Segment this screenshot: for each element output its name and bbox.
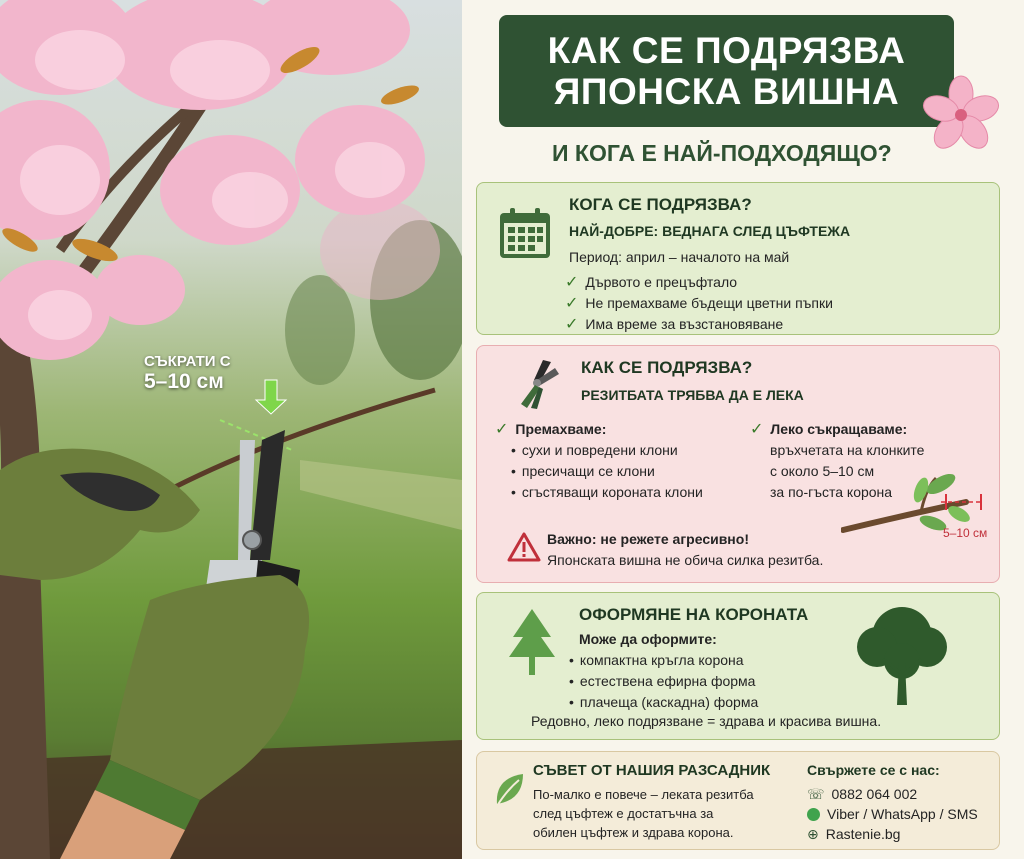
list-item: • сухи и повредени клони xyxy=(511,439,703,460)
how-subtitle: РЕЗИТБАТА ТРЯБВА ДА Е ЛЕКА xyxy=(581,387,804,403)
phone-link[interactable]: ☏ 0882 064 002 xyxy=(807,785,918,802)
globe-icon: ⊕ xyxy=(807,825,819,842)
check-icon: ✓ xyxy=(565,294,579,312)
check-icon: ✓ xyxy=(565,273,579,291)
warning-icon xyxy=(507,532,541,562)
pruning-shears-icon xyxy=(513,358,563,410)
cherry-pruning-photo xyxy=(0,0,462,859)
crown-subtitle: Може да оформите: xyxy=(579,631,717,647)
diagram-label: 5–10 см xyxy=(943,526,988,540)
list-item: • естествена ефирна форма xyxy=(569,670,758,691)
tree-icon xyxy=(507,607,557,677)
contact-title: Свържете се с нас: xyxy=(807,762,940,778)
shorten-line: с около 5–10 см xyxy=(770,462,875,479)
check-icon: ✓ xyxy=(750,420,764,438)
advice-card xyxy=(476,751,1000,850)
title-line1: КАК СЕ ПОДРЯЗВА xyxy=(547,29,906,71)
how-title: КАК СЕ ПОДРЯЗВА? xyxy=(581,358,753,377)
subtitle: И КОГА Е НАЙ-ПОДХОДЯЩО? xyxy=(552,140,892,166)
crown-title: ОФОРМЯНЕ НА КОРОНАТА xyxy=(579,605,809,624)
info-panel xyxy=(462,0,1024,859)
cut-label-line2: 5–10 см xyxy=(144,370,224,394)
calendar-icon xyxy=(497,205,553,261)
warning-text: Японската вишна не обича силка резитба. xyxy=(547,552,824,568)
crown-list xyxy=(569,649,758,712)
crown-card xyxy=(476,592,1000,740)
check-icon: ✓ xyxy=(495,420,509,438)
photo-illustration xyxy=(0,0,462,859)
website-link[interactable]: ⊕ Rastenie.bg xyxy=(807,825,901,842)
list-item: • плачеща (каскадна) форма xyxy=(569,691,758,712)
advice-title: СЪВЕТ ОТ НАШИЯ РАЗСАДНИК xyxy=(533,762,771,779)
shorten-line: за по-гъста корона xyxy=(770,483,893,500)
when-card xyxy=(476,182,1000,335)
warning-title: Важно: не режете агресивно! xyxy=(547,531,749,547)
crown-note: Редовно, леко подрязване = здрава и красива вишна. xyxy=(531,713,882,729)
advice-text: По-малко е повече – леката резитба след цъфтеж е достатъчна за обилен цъфтеж и здрава корона. xyxy=(533,787,754,840)
when-title: КОГА СЕ ПОДРЯЗВА? xyxy=(569,195,752,214)
when-period: Период: април – началото на май xyxy=(569,249,790,265)
remove-heading: ✓ Премахваме: xyxy=(495,420,607,438)
list-item: • пресичащи се клони xyxy=(511,460,703,481)
when-subtitle: НАЙ-ДОБРЕ: ВЕДНАГА СЛЕД ЦЪФТЕЖА xyxy=(569,223,851,239)
when-list xyxy=(565,271,833,334)
shorten-heading: ✓ Леко съкращаваме: xyxy=(750,420,908,438)
shorten-line: връхчетата на клонките xyxy=(770,441,925,458)
title-banner xyxy=(499,15,954,127)
how-card xyxy=(476,345,1000,583)
remove-column xyxy=(495,418,703,502)
cut-length-label xyxy=(144,353,231,394)
whatsapp-icon xyxy=(807,808,820,821)
list-item: • компактна кръгла корона xyxy=(569,649,758,670)
list-item: • сгъстяващи короната клони xyxy=(511,481,703,502)
list-item: ✓ Има време за възстановяване xyxy=(565,315,784,333)
messengers-link[interactable]: Viber / WhatsApp / SMS xyxy=(807,804,978,824)
list-item: ✓ Не премахваме бъдещи цветни пъпки xyxy=(565,294,833,312)
phone-icon: ☏ xyxy=(807,785,825,802)
round-tree-icon xyxy=(853,603,951,707)
contact-list xyxy=(807,784,978,844)
list-item: ✓ Дървото е прецъфтало xyxy=(565,273,738,291)
title-line2: ЯПОНСКА ВИШНА xyxy=(553,71,900,112)
cut-label-line1: СЪКРАТИ С xyxy=(144,353,231,370)
check-icon: ✓ xyxy=(565,315,579,333)
cherry-blossom-icon xyxy=(920,74,1002,156)
leaf-icon xyxy=(491,770,527,810)
